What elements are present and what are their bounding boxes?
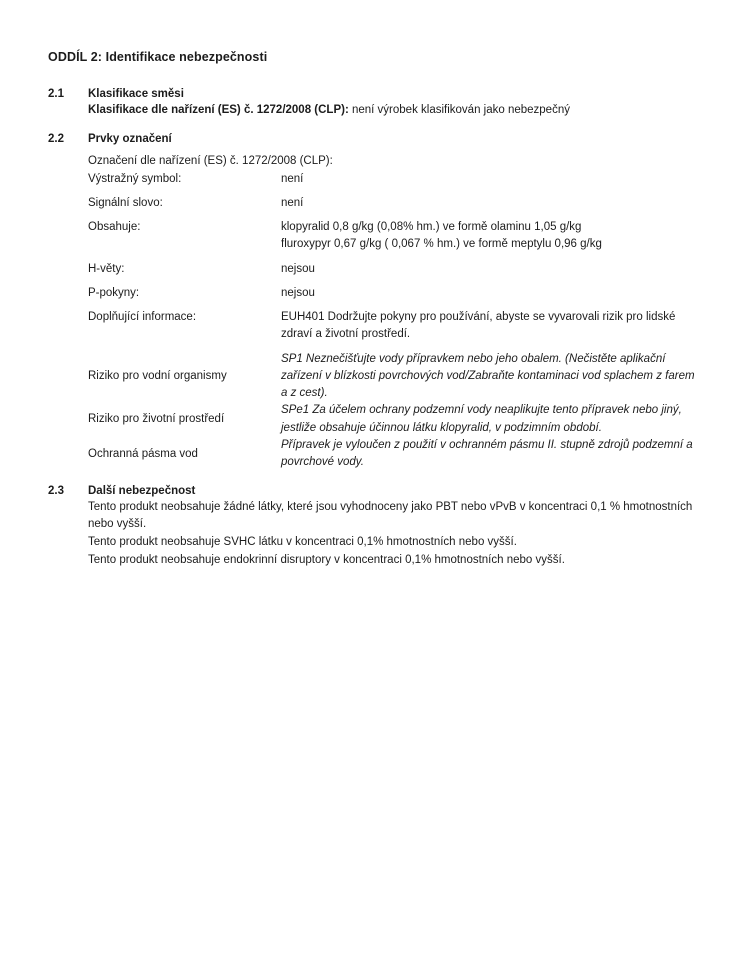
row-value: SPe1 Za účelem ochrany podzemní vody neaplikujte tento přípravek nebo jiný, jestliže obsahuje účinnou látku klopyralid, v podzimním období. <box>281 404 682 434</box>
row-label: P-pokyny: <box>88 286 140 299</box>
row-p-statements <box>88 285 702 302</box>
section-2-3 <box>48 485 702 570</box>
row-label: Výstražný symbol: <box>88 172 182 185</box>
contains-line-2: fluroxypyr 0,67 g/kg ( 0,067 % hm.) ve formě meptylu 0,96 g/kg <box>281 238 602 251</box>
row-value: není <box>281 196 304 209</box>
risk-statements-group <box>88 351 702 472</box>
other-hazards-line-1: Tento produkt neobsahuje žádné látky, které jsou vyhodnoceny jako PBT nebo vPvB v koncentraci 0,1 % hmotnostních nebo vyšší. <box>88 501 693 530</box>
section-2-1-heading: Klasifikace směsi <box>88 88 184 100</box>
page-title: ODDÍL 2: Identifikace nebezpečnosti <box>48 50 268 64</box>
row-contains <box>88 219 702 254</box>
row-value <box>281 219 702 254</box>
row-h-statements <box>88 261 702 278</box>
section-2-3-heading: Další nebezpečnost <box>88 485 196 498</box>
labelling-rows <box>88 171 702 472</box>
classification-line <box>88 102 702 119</box>
row-label: Riziko pro životní prostředí <box>88 413 225 426</box>
row-value: nejsou <box>281 262 315 275</box>
classification-label: Klasifikace dle nařízení (ES) č. 1272/2008 (CLP): <box>88 104 349 116</box>
row-label: Obsahuje: <box>88 221 141 234</box>
row-value: Přípravek je vyloučen z použití v ochranném pásmu II. stupně zdrojů podzemní a povrchové vody. <box>281 438 693 469</box>
classification-value: není výrobek klasifikován jako nebezpečný <box>348 104 570 116</box>
row-value: EUH401 Dodržujte pokyny pro používání, abyste se vyvarovali rizik pro lidské zdraví a životní prostředí. <box>281 311 676 341</box>
row-value: není <box>281 172 304 185</box>
row-water-protection-zones <box>88 437 702 472</box>
section-2-3-number: 2.3 <box>48 485 64 498</box>
row-signal-word <box>88 195 702 212</box>
other-hazards-line-3: Tento produkt neobsahuje endokrinní disruptory v koncentraci 0,1% hmotnostních nebo vyšší. <box>88 554 565 567</box>
contains-line-1: klopyralid 0,8 g/kg (0,08% hm.) ve formě olaminu 1,05 g/kg <box>281 221 582 234</box>
row-warning-symbol <box>88 171 702 188</box>
section-2-2-number: 2.2 <box>48 132 64 145</box>
section-2-2 <box>48 133 702 472</box>
row-value: nejsou <box>281 286 315 299</box>
row-label: Signální slovo: <box>88 196 163 209</box>
row-label: H-věty: <box>88 262 125 275</box>
labelling-intro: Označení dle nařízení (ES) č. 1272/2008 (CLP): <box>88 154 333 167</box>
row-aquatic-risk <box>88 351 702 403</box>
section-2-2-body <box>88 133 702 472</box>
section-2-1-body <box>88 88 702 119</box>
other-hazards-lines <box>88 499 702 568</box>
row-label: Riziko pro vodní organismy <box>88 369 227 382</box>
other-hazards-line-2: Tento produkt neobsahuje SVHC látku v koncentraci 0,1% hmotnostních nebo vyšší. <box>88 536 517 549</box>
section-2-1 <box>48 88 702 119</box>
section-2-3-body <box>88 485 702 570</box>
row-value: SP1 Neznečišťujte vody přípravkem nebo jeho obalem. (Nečistěte aplikační zařízení v blízkosti povrchových vod/Zabraňte kontaminaci vod splachem z farem a z cest). <box>281 352 695 400</box>
row-label: Ochranná pásma vod <box>88 447 198 460</box>
section-2-2-heading: Prvky označení <box>88 132 172 145</box>
row-environment-risk <box>88 402 702 437</box>
row-additional-info <box>88 309 702 344</box>
section-2-1-number: 2.1 <box>48 88 64 100</box>
row-label: Doplňující informace: <box>88 311 197 324</box>
